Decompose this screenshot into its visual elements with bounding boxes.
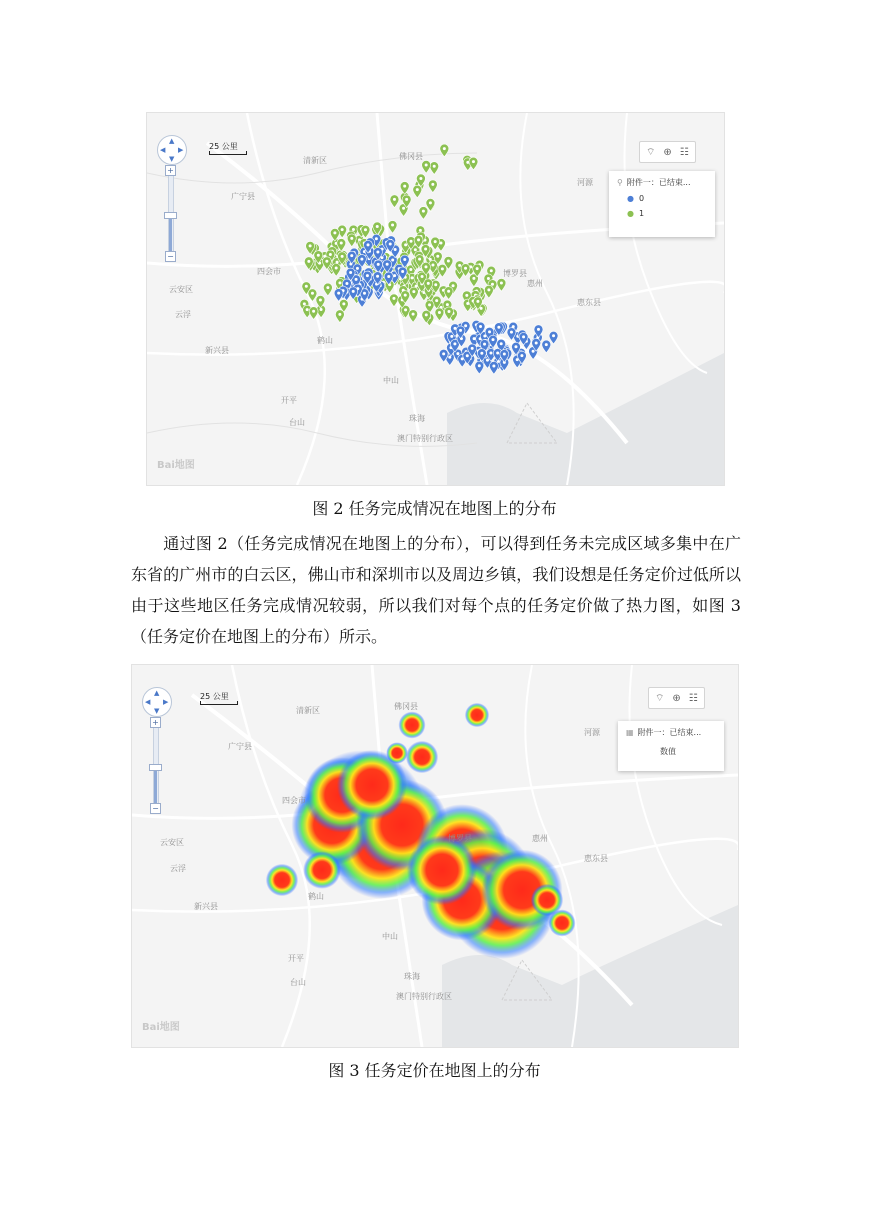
task-pin-dot — [436, 255, 439, 258]
task-pin-dot — [496, 352, 499, 355]
task-pin-dot — [325, 260, 328, 263]
task-pin-dot — [401, 270, 404, 273]
task-pin-dot — [427, 282, 430, 285]
place-label: 云安区 — [169, 285, 193, 294]
task-pin-dot — [341, 255, 344, 258]
map-legend — [609, 171, 715, 237]
task-pin-dot — [393, 198, 396, 201]
green-pin-icon: ● — [627, 209, 634, 218]
task-pin-dot — [329, 253, 332, 256]
paragraph-text: 通过图 2（任务完成情况在地图上的分布），可以得到任务未完成区域多集中在广东省的广州市的白云区，佛山市和深圳市以及周边乡镇，我们设想是任务定价过低所以由于这些地区任务完成情况较弱，所以我们对每个点的任务定价做了热力图，如图 3（任务定价在地图上的分布）所示。 — [131, 534, 741, 646]
place-label: 澳门特别行政区 — [396, 992, 452, 1001]
legend-value-label: 数值 — [660, 747, 676, 756]
task-pin-dot — [335, 266, 338, 269]
task-pin-dot — [376, 225, 379, 228]
legend-item — [627, 209, 707, 218]
task-pin-dot — [532, 350, 535, 353]
legend-item-label: 0 — [638, 194, 645, 203]
task-pin-dot — [424, 265, 427, 268]
task-pin-dot — [363, 292, 366, 295]
task-pin-dot — [447, 310, 450, 313]
task-pin-dot — [409, 268, 412, 271]
task-pin-dot — [500, 342, 503, 345]
task-pin-dot — [404, 294, 407, 297]
task-pin-dot — [303, 302, 306, 305]
task-pin-dot — [305, 285, 308, 288]
task-pin-dot — [471, 347, 474, 350]
figure3-map[interactable] — [131, 664, 739, 1048]
task-pin-dot — [421, 275, 424, 278]
task-pin-dot — [402, 207, 405, 210]
pan-right-icon[interactable]: ▶ — [178, 146, 184, 154]
task-pin-dot — [366, 274, 369, 277]
task-pin-dot — [487, 277, 490, 280]
pan-up-icon[interactable]: ▲ — [154, 689, 160, 697]
task-pin-dot — [456, 352, 459, 355]
task-pin-dot — [376, 275, 379, 278]
place-label: 博罗县 — [448, 834, 472, 843]
task-pin-dot — [386, 263, 389, 266]
task-pin-dot — [338, 313, 341, 316]
pan-down-icon[interactable]: ▼ — [169, 155, 175, 163]
task-pin-dot — [419, 229, 422, 232]
zoom-fill — [169, 215, 172, 253]
legend-title: 附件一：已结束... — [626, 178, 691, 187]
task-pin-dot — [428, 303, 431, 306]
zoom-area-icon[interactable]: ⊕ — [672, 692, 681, 704]
task-pin-dot — [419, 177, 422, 180]
place-label: 清新区 — [303, 156, 327, 165]
task-pin-dot — [537, 328, 540, 331]
task-pin-dot — [319, 298, 322, 301]
task-pin-dot — [416, 188, 419, 191]
place-label: 中山 — [383, 376, 399, 385]
task-pin-dot — [349, 271, 352, 274]
task-pin-dot — [478, 364, 481, 367]
task-pin-dot — [345, 282, 348, 285]
task-pin-dot — [387, 275, 390, 278]
pan-up-icon[interactable]: ▲ — [169, 137, 175, 145]
task-pin-dot — [520, 354, 523, 357]
task-pin-dot — [355, 278, 358, 281]
place-label: 云浮 — [170, 864, 186, 873]
place-label: 云浮 — [175, 310, 191, 319]
place-label: 澳门特别行政区 — [397, 434, 453, 443]
task-pin-dot — [404, 308, 407, 311]
heat-spot — [465, 703, 489, 727]
legend-title-row — [626, 727, 716, 738]
task-pin-dot — [458, 264, 461, 267]
task-pin-dot — [452, 284, 455, 287]
figure2-map[interactable] — [146, 112, 725, 486]
task-pin-dot — [391, 258, 394, 261]
task-pin-dot — [377, 263, 380, 266]
task-pin-dot — [465, 294, 468, 297]
task-pin-dot — [333, 231, 336, 234]
legend-toggle-icon[interactable]: ☷ — [679, 146, 689, 158]
place-label: 台山 — [290, 978, 306, 987]
task-pin-dot — [320, 308, 323, 311]
task-pin-dot — [480, 307, 483, 310]
task-pin-dot — [535, 341, 538, 344]
layer-heat-icon: ▦ — [626, 728, 634, 737]
heat-spot — [549, 910, 576, 937]
task-pin-dot — [497, 326, 500, 329]
layer-pin-icon: ⚲ — [617, 178, 623, 187]
task-pin-dot — [489, 352, 492, 355]
map-legend — [618, 721, 724, 771]
zoom-out-button[interactable]: − — [150, 803, 161, 814]
task-pin-dot — [500, 281, 503, 284]
place-label: 台山 — [289, 418, 305, 427]
place-label: 四会市 — [282, 796, 306, 805]
pan-control[interactable] — [142, 687, 172, 717]
task-pin-dot — [306, 308, 309, 311]
task-pin-dot — [352, 290, 355, 293]
task-pin-dot — [488, 330, 491, 333]
task-pin-dot — [491, 283, 494, 286]
place-label: 珠海 — [409, 414, 425, 423]
task-pin-dot — [375, 237, 378, 240]
task-pin-dot — [360, 258, 363, 261]
legend-title-row — [617, 177, 707, 188]
draw-icon[interactable]: ⌔ — [655, 692, 665, 704]
heat-spot — [386, 742, 408, 764]
task-pin-dot — [479, 325, 482, 328]
baidu-logo: Bai地图 — [157, 460, 195, 471]
place-label: 广宁县 — [231, 192, 255, 201]
zoom-in-button[interactable]: + — [165, 165, 176, 176]
task-pin-dot — [311, 292, 314, 295]
legend-item — [627, 194, 707, 203]
scale-bar — [200, 691, 229, 702]
task-pin-dot — [438, 311, 441, 314]
heat-spot — [399, 712, 426, 739]
task-pin-dot — [411, 276, 414, 279]
task-pin-dot — [424, 248, 427, 251]
task-pin-dot — [394, 248, 397, 251]
task-pin-dot — [434, 283, 437, 286]
map-roads — [147, 113, 724, 485]
task-pin-dot — [341, 228, 344, 231]
task-pin-dot — [405, 198, 408, 201]
task-pin-dot — [472, 160, 475, 163]
place-label: 开平 — [288, 954, 304, 963]
task-pin-dot — [350, 254, 353, 257]
task-pin-dot — [312, 310, 315, 313]
zoom-slider[interactable] — [165, 165, 175, 261]
place-label: 云安区 — [160, 838, 184, 847]
task-pin-dot — [342, 302, 345, 305]
task-pin-dot — [340, 242, 343, 245]
place-label: 中山 — [382, 932, 398, 941]
place-label: 珠海 — [404, 972, 420, 981]
task-pin-dot — [412, 290, 415, 293]
place-label: 清新区 — [296, 706, 320, 715]
task-pin-dot — [487, 288, 490, 291]
task-pin-dot — [492, 364, 495, 367]
task-pin-dot — [336, 261, 339, 264]
task-pin-dot — [364, 228, 367, 231]
task-pin-dot — [472, 277, 475, 280]
task-pin-dot — [464, 324, 467, 327]
baidu-logo: Bai地图 — [142, 1022, 180, 1033]
place-label: 河源 — [577, 178, 593, 187]
zoom-out-button[interactable]: − — [165, 251, 176, 262]
task-pin-dot — [448, 356, 451, 359]
task-pin-dot — [552, 334, 555, 337]
task-pin-dot — [429, 258, 432, 261]
scale-line — [200, 701, 238, 705]
task-pin-dot — [447, 290, 450, 293]
task-pin-dot — [393, 274, 396, 277]
place-label: 开平 — [281, 396, 297, 405]
zoom-fill — [154, 767, 157, 805]
place-label: 惠东县 — [584, 854, 608, 863]
task-pin-dot — [434, 240, 437, 243]
task-pin-dot — [431, 264, 434, 267]
task-pin-dot — [492, 338, 495, 341]
task-pin-dot — [486, 359, 489, 362]
task-pin-dot — [389, 242, 392, 245]
draw-icon[interactable]: ⌔ — [646, 146, 656, 158]
scale-label: 25 公里 — [209, 142, 238, 151]
task-pin-dot — [483, 343, 486, 346]
task-pin-dot — [309, 244, 312, 247]
zoom-handle[interactable] — [149, 764, 162, 771]
pan-left-icon[interactable]: ◀ — [160, 146, 166, 154]
pan-control[interactable] — [157, 135, 187, 165]
task-pin-dot — [510, 331, 513, 334]
task-pin-dot — [403, 258, 406, 261]
map-toolbar — [648, 687, 705, 709]
heat-spot — [303, 851, 341, 889]
task-pin-dot — [431, 183, 434, 186]
heat-spot — [266, 864, 298, 896]
task-pin-dot — [443, 147, 446, 150]
task-pin-dot — [503, 353, 506, 356]
task-pin-dot — [429, 201, 432, 204]
task-pin-dot — [450, 335, 453, 338]
scale-bar — [209, 141, 238, 152]
task-pin-dot — [522, 335, 525, 338]
task-pin-dot — [473, 337, 476, 340]
task-pin-dot — [433, 165, 436, 168]
task-pin-dot — [545, 343, 548, 346]
legend-item-label: 1 — [638, 209, 645, 218]
zoom-area-icon[interactable]: ⊕ — [663, 146, 672, 158]
task-pin-dot — [392, 297, 395, 300]
task-pin-dot — [476, 267, 479, 270]
task-pin-dot — [350, 237, 353, 240]
place-label: 佛冈县 — [394, 702, 418, 711]
task-pin-dot — [317, 254, 320, 257]
pan-left-icon[interactable]: ◀ — [145, 698, 151, 706]
place-label: 惠东县 — [577, 298, 601, 307]
place-label: 新兴县 — [205, 346, 229, 355]
task-pin-dot — [447, 259, 450, 262]
task-pin-dot — [453, 342, 456, 345]
task-pin-dot — [356, 267, 359, 270]
task-pin-dot — [410, 240, 413, 243]
task-pin-dot — [514, 345, 517, 348]
pan-down-icon[interactable]: ▼ — [154, 707, 160, 715]
place-label: 佛冈县 — [399, 152, 423, 161]
task-pin-dot — [459, 329, 462, 332]
place-label: 河源 — [584, 728, 600, 737]
blue-pin-icon: ● — [627, 194, 634, 203]
body-paragraph — [131, 528, 741, 652]
figure3-caption: 图 3 任务定价在地图上的分布 — [328, 1061, 541, 1080]
task-pin-dot — [391, 224, 394, 227]
place-label: 鹤山 — [317, 336, 333, 345]
task-pin-dot — [403, 185, 406, 188]
zoom-in-button[interactable]: + — [150, 717, 161, 728]
task-pin-dot — [307, 260, 310, 263]
place-label: 惠州 — [527, 279, 543, 288]
place-label: 广宁县 — [228, 742, 252, 751]
task-pin-dot — [464, 267, 467, 270]
place-label: 鹤山 — [308, 892, 324, 901]
scale-line — [209, 151, 247, 155]
task-pin-dot — [418, 258, 421, 261]
task-pin-dot — [466, 354, 469, 357]
legend-title: 附件一：已结束... — [637, 728, 702, 737]
place-label: 惠州 — [532, 834, 548, 843]
task-pin-dot — [404, 243, 407, 246]
place-label: 博罗县 — [503, 269, 527, 278]
legend-item — [660, 746, 716, 757]
task-pin-dot — [412, 313, 415, 316]
task-pin-dot — [441, 267, 444, 270]
task-pin-dot — [414, 248, 417, 251]
task-pin-dot — [376, 251, 379, 254]
task-pin-dot — [435, 299, 438, 302]
task-pin-dot — [480, 352, 483, 355]
map-toolbar — [639, 141, 696, 163]
heat-spot — [407, 835, 477, 905]
task-pin-dot — [338, 281, 341, 284]
place-label: 四会市 — [257, 267, 281, 276]
task-pin-dot — [490, 269, 493, 272]
task-pin-dot — [476, 300, 479, 303]
task-pin-dot — [422, 210, 425, 213]
zoom-slider[interactable] — [150, 717, 160, 813]
task-pin-dot — [352, 228, 355, 231]
scale-label: 25 公里 — [200, 692, 229, 701]
task-pin-dot — [367, 243, 370, 246]
figure2-caption: 图 2 任务完成情况在地图上的分布 — [312, 499, 557, 518]
task-pin-dot — [442, 352, 445, 355]
task-pin-dot — [446, 303, 449, 306]
task-pin-dot — [337, 292, 340, 295]
task-pin-dot — [326, 286, 329, 289]
zoom-handle[interactable] — [164, 212, 177, 219]
heat-spot — [406, 741, 438, 773]
task-pin-dot — [417, 238, 420, 241]
legend-toggle-icon[interactable]: ☷ — [688, 692, 698, 704]
task-pin-dot — [425, 313, 428, 316]
pan-right-icon[interactable]: ▶ — [163, 698, 169, 706]
place-label: 新兴县 — [194, 902, 218, 911]
task-pin-dot — [425, 163, 428, 166]
